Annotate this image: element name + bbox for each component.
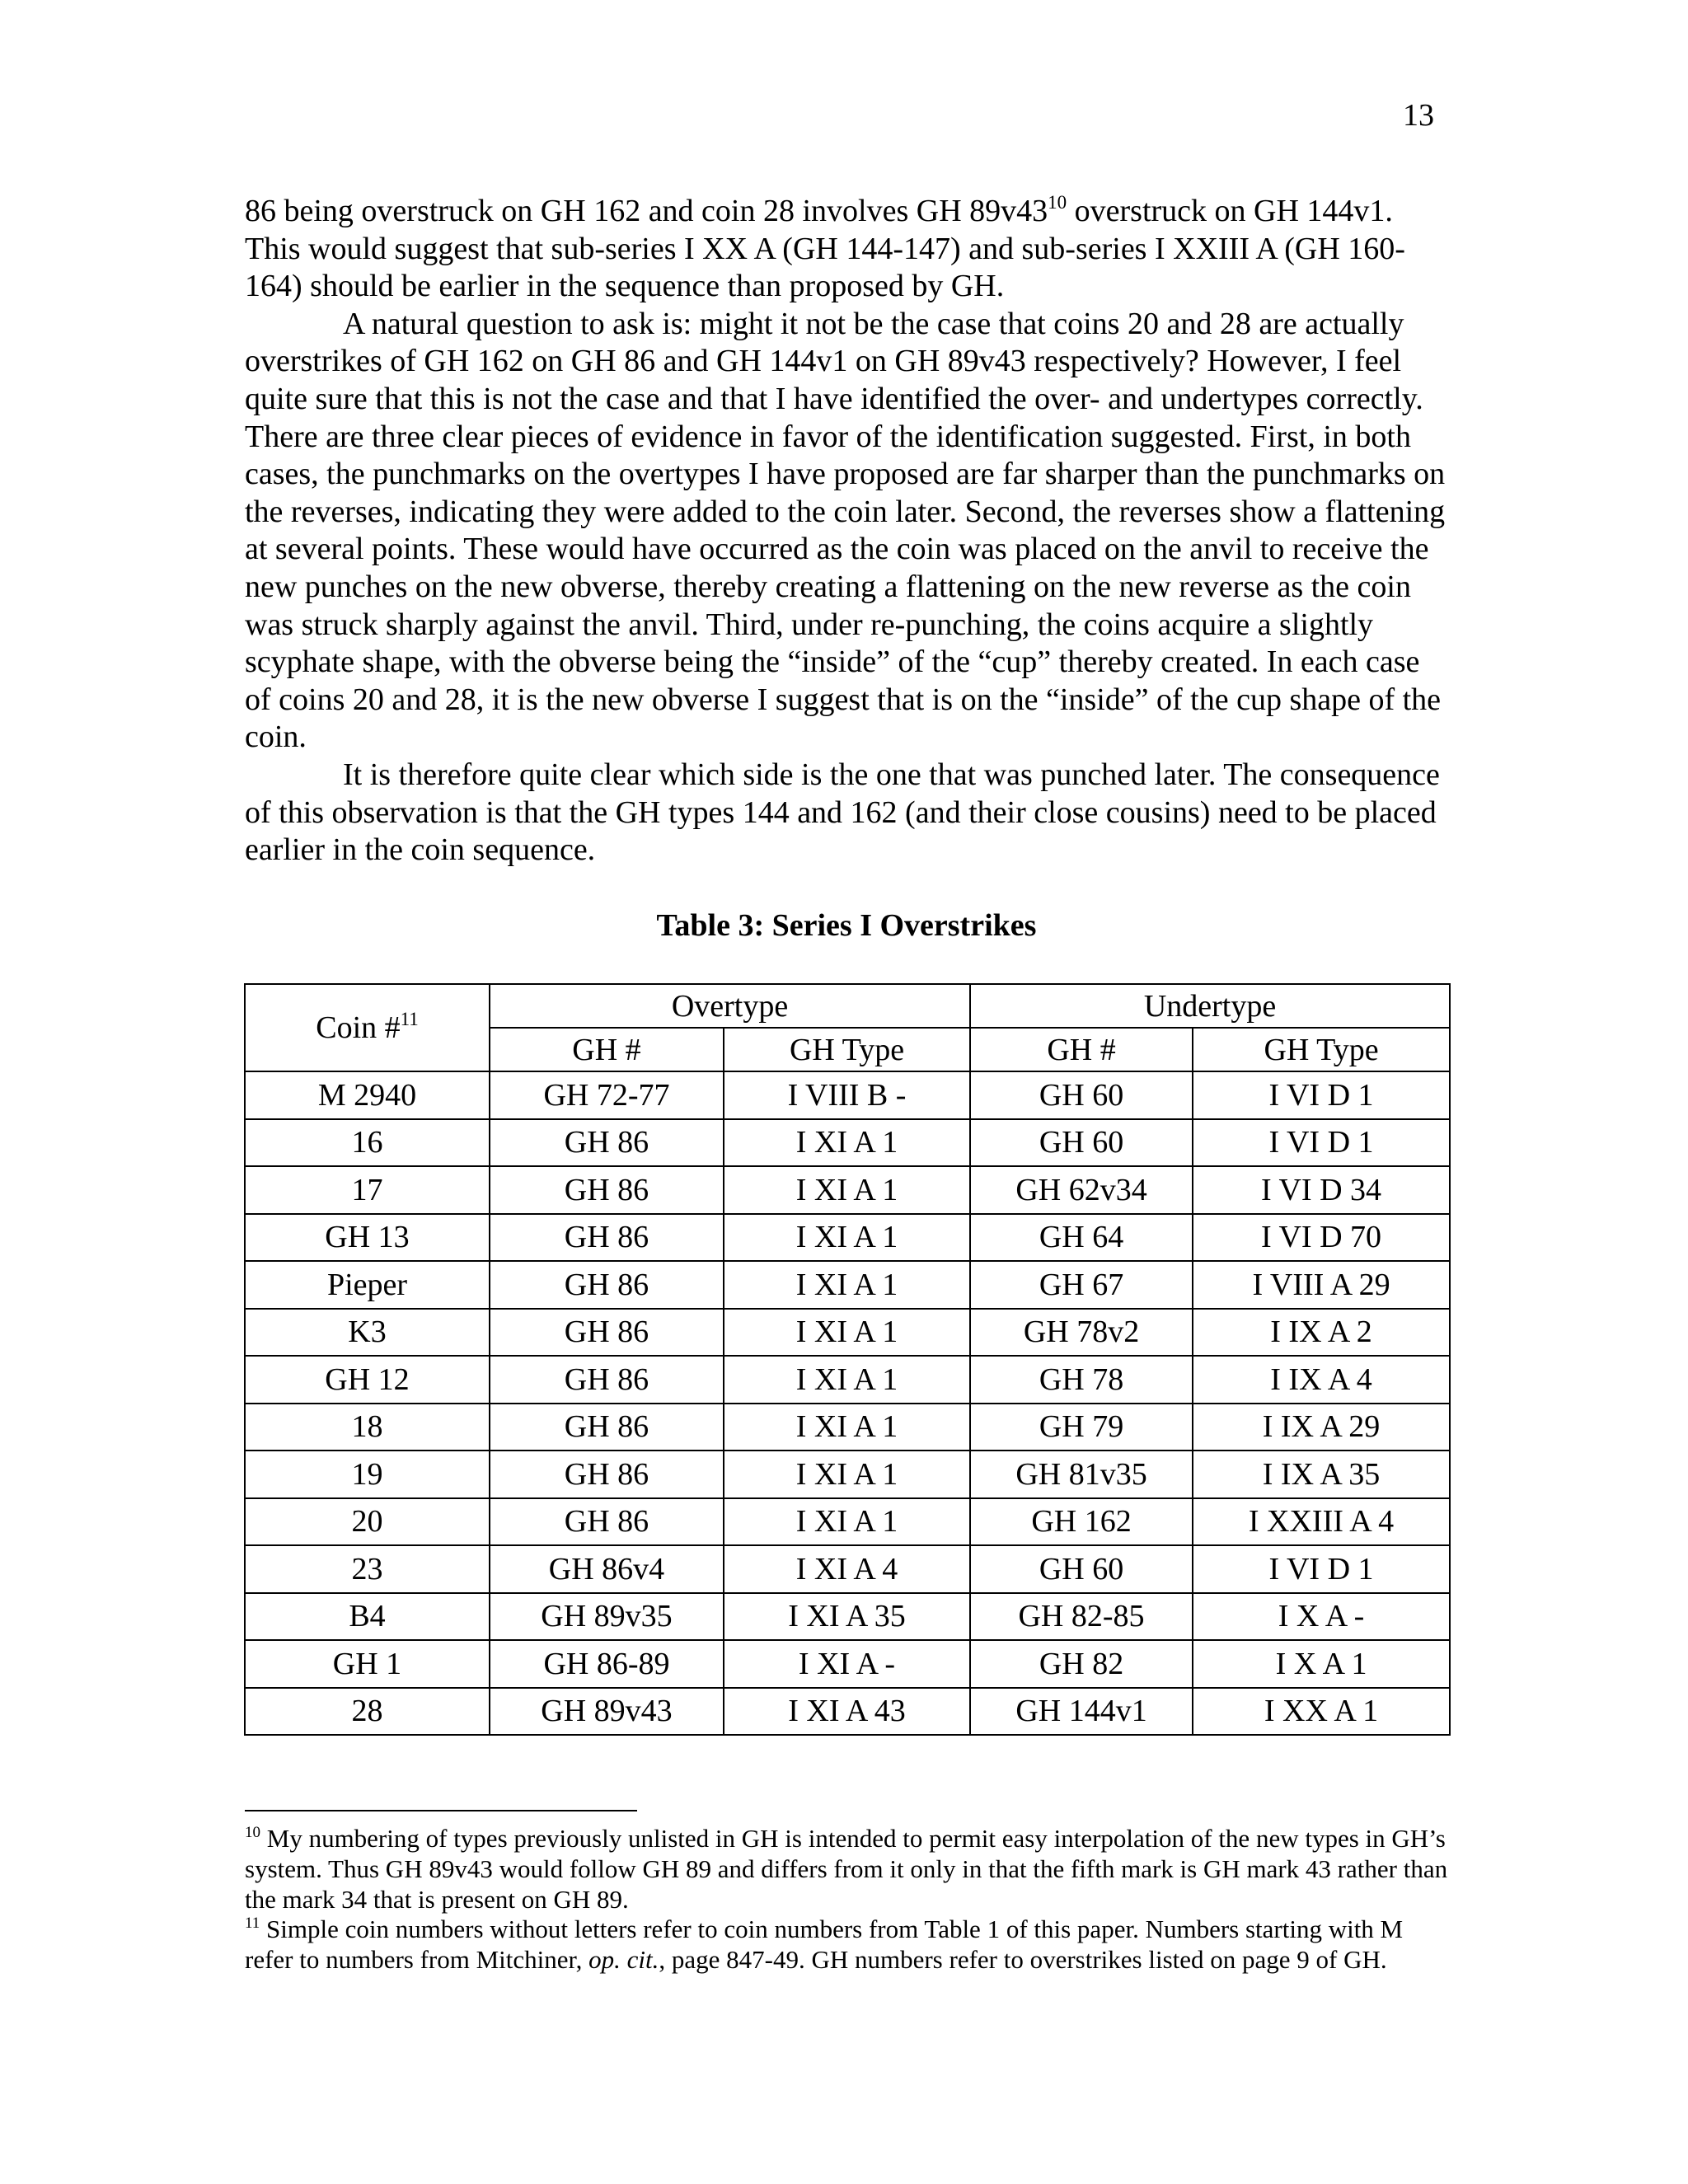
body-text <box>245 193 1448 869</box>
overtype-gh-type-cell: I XI A 35 <box>724 1593 970 1641</box>
undertype-gh-type-cell: I VI D 1 <box>1193 1119 1450 1167</box>
overtype-gh-number-cell: GH 86v4 <box>490 1545 724 1593</box>
table-row <box>245 1640 1450 1688</box>
overtype-gh-type-header: GH Type <box>724 1028 970 1071</box>
overtype-gh-type-cell: I XI A 43 <box>724 1688 970 1736</box>
footnote-10-text: My numbering of types previously unlisted in GH is intended to permit easy interpolation of the new types in GH’s system. Thus GH 89v43 would follow GH 89 and differs from it only in that the fifth mark is GH mark 43 rather than the mark 34 that is present on GH 89. <box>245 1824 1448 1914</box>
overtype-gh-number-cell: GH 86 <box>490 1404 724 1451</box>
coin-number-cell: GH 12 <box>245 1356 490 1404</box>
overtype-gh-number-cell: GH 86 <box>490 1214 724 1262</box>
undertype-gh-number-cell: GH 78v2 <box>970 1309 1193 1357</box>
undertype-gh-type-cell: I X A 1 <box>1193 1640 1450 1688</box>
footnote-ref-11[interactable]: 11 <box>400 1009 419 1029</box>
undertype-gh-type-cell: I IX A 29 <box>1193 1404 1450 1451</box>
undertype-gh-type-cell: I IX A 4 <box>1193 1356 1450 1404</box>
table-header-row-1 <box>245 984 1450 1028</box>
overtype-header: Overtype <box>490 984 970 1028</box>
coin-number-cell: B4 <box>245 1593 490 1641</box>
table-row <box>245 1356 1450 1404</box>
undertype-gh-type-cell: I IX A 35 <box>1193 1451 1450 1498</box>
coin-number-cell: 28 <box>245 1688 490 1736</box>
table-row <box>245 1451 1450 1498</box>
overtype-gh-type-cell: I XI A 1 <box>724 1119 970 1167</box>
footnote-divider <box>245 1810 637 1811</box>
undertype-gh-number-cell: GH 82 <box>970 1640 1193 1688</box>
table-row <box>245 1498 1450 1546</box>
overtype-gh-number-cell: GH 72-77 <box>490 1071 724 1119</box>
table-body <box>245 1071 1450 1735</box>
overstrikes-table <box>244 983 1451 1736</box>
overtype-gh-number-cell: GH 86 <box>490 1119 724 1167</box>
footnote-11 <box>245 1915 1448 1975</box>
paragraph-1-part-1: 86 being overstruck on GH 162 and coin 28 involves GH 89v43 <box>245 194 1048 228</box>
undertype-gh-type-cell: I VI D 1 <box>1193 1545 1450 1593</box>
undertype-gh-number-cell: GH 78 <box>970 1356 1193 1404</box>
paragraph-1-part-2: overstruck on GH 144v1. This would suggest that sub-series I XX A (GH 144-147) and sub-series I XXIII A (GH 160-164) should be earlier in the sequence than proposed by GH. <box>245 194 1405 304</box>
undertype-header: Undertype <box>970 984 1450 1028</box>
footnotes <box>245 1824 1448 1975</box>
overtype-gh-number-cell: GH 86-89 <box>490 1640 724 1688</box>
coin-number-cell: K3 <box>245 1309 490 1357</box>
undertype-gh-type-cell: I XX A 1 <box>1193 1688 1450 1736</box>
overtype-gh-number-cell: GH 86 <box>490 1261 724 1309</box>
overtype-gh-type-cell: I XI A 1 <box>724 1498 970 1546</box>
coin-number-cell: 23 <box>245 1545 490 1593</box>
undertype-gh-number-cell: GH 60 <box>970 1119 1193 1167</box>
overtype-gh-type-cell: I XI A 1 <box>724 1451 970 1498</box>
table-row <box>245 1214 1450 1262</box>
overtype-gh-type-cell: I XI A - <box>724 1640 970 1688</box>
footnote-10 <box>245 1824 1448 1915</box>
footnote-11-number: 11 <box>245 1915 260 1933</box>
table-row <box>245 1593 1450 1641</box>
undertype-gh-type-cell: I VIII A 29 <box>1193 1261 1450 1309</box>
coin-number-header-label: Coin # <box>316 1010 401 1045</box>
table-row <box>245 1119 1450 1167</box>
table-row <box>245 1545 1450 1593</box>
undertype-gh-number-cell: GH 60 <box>970 1071 1193 1119</box>
overtype-gh-type-cell: I XI A 1 <box>724 1166 970 1214</box>
overtype-gh-number-cell: GH 89v35 <box>490 1593 724 1641</box>
overtype-gh-number-cell: GH 86 <box>490 1166 724 1214</box>
coin-number-cell: 16 <box>245 1119 490 1167</box>
undertype-gh-type-cell: I VI D 70 <box>1193 1214 1450 1262</box>
overtype-gh-type-cell: I VIII B - <box>724 1071 970 1119</box>
paragraph-2: A natural question to ask is: might it not be the case that coins 20 and 28 are actually overstrikes of GH 162 on GH 86 and GH 144v1 on GH 89v43 respectively? However, I feel quite sure that this is not the case and that I have identified the over- and undertypes correctly. There are three clear pieces of evidence in favor of the identification suggested. First, in both cases, the punchmarks on the overtypes I have proposed are far sharper than the punchmarks on the reverses, indicating they were added to the coin later. Second, the reverses show a flattening at several points. These would have occurred as the coin was placed on the anvil to receive the new punches on the new obverse, thereby creating a flattening on the new reverse as the coin was struck sharply against the anvil. Third, under re-punching, the coins acquire a slightly scyphate shape, with the obverse being the “inside” of the “cup” thereby created. In each case of coins 20 and 28, it is the new obverse I suggest that is on the “inside” of the cup shape of the coin. <box>245 306 1446 755</box>
footnote-10-number: 10 <box>245 1824 260 1841</box>
footnote-11-citation: op. cit. <box>588 1945 659 1975</box>
table-row <box>245 1261 1450 1309</box>
table-row <box>245 1688 1450 1736</box>
coin-number-cell: 19 <box>245 1451 490 1498</box>
undertype-gh-number-cell: GH 60 <box>970 1545 1193 1593</box>
table-row <box>245 1071 1450 1119</box>
undertype-gh-type-cell: I X A - <box>1193 1593 1450 1641</box>
overtype-gh-number-cell: GH 89v43 <box>490 1688 724 1736</box>
undertype-gh-number-cell: GH 62v34 <box>970 1166 1193 1214</box>
overtype-gh-type-cell: I XI A 1 <box>724 1214 970 1262</box>
overtype-gh-number-header: GH # <box>490 1028 724 1071</box>
coin-number-cell: M 2940 <box>245 1071 490 1119</box>
table-row <box>245 1309 1450 1357</box>
page-number: 13 <box>1403 98 1434 133</box>
overtype-gh-number-cell: GH 86 <box>490 1309 724 1357</box>
undertype-gh-number-cell: GH 79 <box>970 1404 1193 1451</box>
overtype-gh-type-cell: I XI A 1 <box>724 1356 970 1404</box>
footnote-ref-10[interactable]: 10 <box>1048 192 1067 213</box>
overtype-gh-number-cell: GH 86 <box>490 1356 724 1404</box>
footnote-11-text-part-1: Simple coin numbers without letters refer to coin numbers from Table 1 of this paper. Numbers starting with M refer to numbers from Mitchiner, <box>245 1915 1404 1975</box>
table-row <box>245 1404 1450 1451</box>
undertype-gh-number-cell: GH 64 <box>970 1214 1193 1262</box>
undertype-gh-type-cell: I VI D 34 <box>1193 1166 1450 1214</box>
undertype-gh-number-cell: GH 162 <box>970 1498 1193 1546</box>
undertype-gh-number-cell: GH 144v1 <box>970 1688 1193 1736</box>
overtype-gh-number-cell: GH 86 <box>490 1451 724 1498</box>
table-row <box>245 1166 1450 1214</box>
footnote-11-text-part-2: , page 847-49. GH numbers refer to overstrikes listed on page 9 of GH. <box>659 1945 1387 1975</box>
paragraph-1 <box>245 193 1448 306</box>
paragraph-3: It is therefore quite clear which side is the one that was punched later. The consequence of this observation is that the GH types 144 and 162 (and their close cousins) need to be placed earlier in the coin sequence. <box>245 757 1440 868</box>
overtype-gh-type-cell: I XI A 1 <box>724 1309 970 1357</box>
coin-number-header <box>245 984 490 1071</box>
undertype-gh-number-header: GH # <box>970 1028 1193 1071</box>
overtype-gh-type-cell: I XI A 1 <box>724 1261 970 1309</box>
overtype-gh-type-cell: I XI A 4 <box>724 1545 970 1593</box>
undertype-gh-number-cell: GH 67 <box>970 1261 1193 1309</box>
coin-number-cell: GH 13 <box>245 1214 490 1262</box>
coin-number-cell: 20 <box>245 1498 490 1546</box>
coin-number-cell: Pieper <box>245 1261 490 1309</box>
overtype-gh-number-cell: GH 86 <box>490 1498 724 1546</box>
coin-number-cell: GH 1 <box>245 1640 490 1688</box>
table-caption: Table 3: Series I Overstrikes <box>656 908 1037 943</box>
coin-number-cell: 17 <box>245 1166 490 1214</box>
undertype-gh-number-cell: GH 81v35 <box>970 1451 1193 1498</box>
undertype-gh-type-cell: I IX A 2 <box>1193 1309 1450 1357</box>
undertype-gh-type-cell: I XXIII A 4 <box>1193 1498 1450 1546</box>
overtype-gh-type-cell: I XI A 1 <box>724 1404 970 1451</box>
coin-number-cell: 18 <box>245 1404 490 1451</box>
undertype-gh-type-header: GH Type <box>1193 1028 1450 1071</box>
undertype-gh-number-cell: GH 82-85 <box>970 1593 1193 1641</box>
undertype-gh-type-cell: I VI D 1 <box>1193 1071 1450 1119</box>
